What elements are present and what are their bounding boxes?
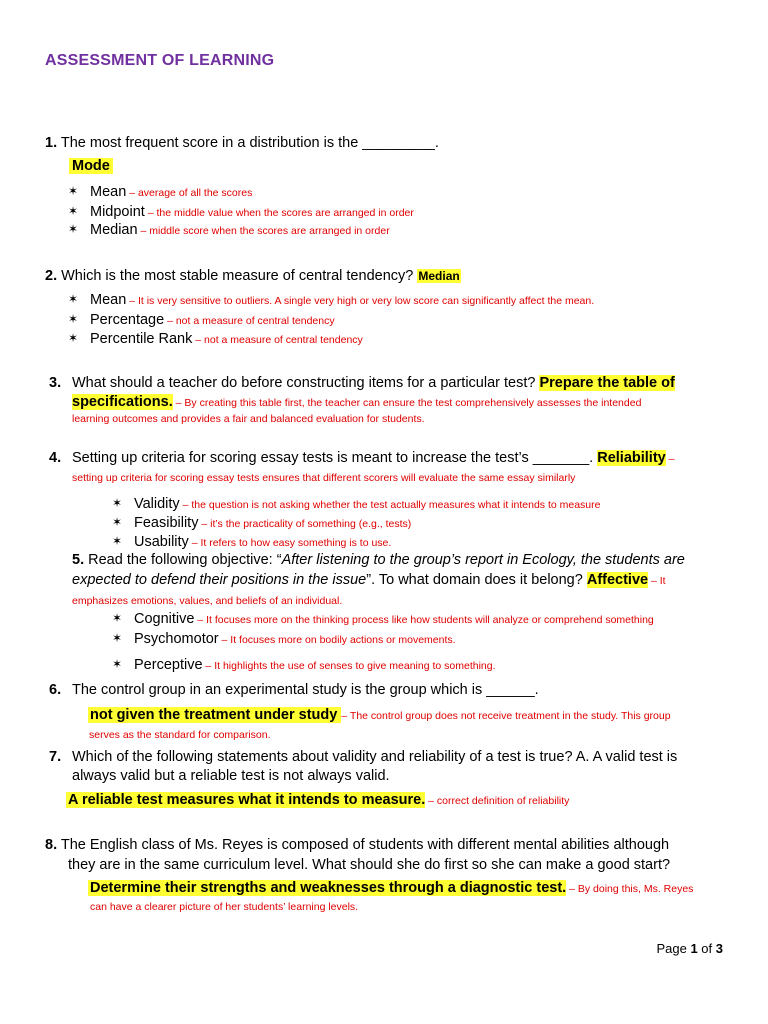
answer-highlight: Affective [586,572,649,588]
option-note: – the middle value when the scores are arranged in order [144,207,414,219]
objective-text: expected to defend their positions in the issue [72,572,367,588]
bullet-star-icon: ✶ [68,184,79,198]
question-number: 8. [45,837,58,853]
option-note: – middle score when the scores are arranged in order [137,225,390,237]
question-number: 1. [45,135,58,151]
option [112,609,654,629]
bullet-star-icon: ✶ [68,292,79,306]
option [68,182,252,202]
question-number: 4. [49,450,62,466]
question-number: 3. [49,375,62,391]
bullet-star-icon: ✶ [68,312,79,326]
question-2 [45,267,461,285]
option-note: – average of all the scores [126,187,253,199]
bullet-star-icon: ✶ [112,631,123,645]
question-text: The most frequent score in a distribution is the _________. [57,135,439,151]
page-label: Page [656,941,691,956]
option-label: Validity [134,496,180,512]
answer-note-dash: – [665,453,675,465]
option-note: – It refers to how easy something is to use. [188,537,392,549]
option-label: Usability [134,534,189,550]
option-note: – It focuses more on the thinking process like how students will analyze or comprehend something [194,614,654,626]
option-note: – not a measure of central tendency [192,334,363,346]
option [68,310,335,330]
option-label: Cognitive [134,611,195,627]
page-number: 1 [690,941,698,956]
question-4 [49,449,675,468]
answer-note-continued: serves as the standard for comparison. [89,729,271,741]
bullet-star-icon: ✶ [112,611,123,625]
option-label: Median [90,222,138,238]
answer-note: – The control group does not receive treatment in the study. This group [341,710,671,722]
question-text: The English class of Ms. Reyes is composed of students with different mental abilities although [57,837,670,853]
answer-highlight: Reliability [597,450,666,466]
option [112,655,496,675]
bullet-star-icon: ✶ [68,222,79,236]
option [112,532,391,552]
option-label: Percentage [90,312,165,328]
answer-7 [66,791,569,810]
question-text: Which is the most stable measure of central tendency? [57,268,418,284]
question-5-continued [72,571,666,590]
question-text-continued: they are in the same curriculum level. What should she do first so she can make a good start? [68,857,671,873]
option-note: – not a measure of central tendency [164,315,335,327]
question-6 [49,681,539,699]
answer-note: – correct definition of reliability [425,795,570,807]
question-number: 5. [72,552,85,568]
option-label: Perceptive [134,657,203,673]
answer-note: – By creating this table first, the teacher can ensure the test comprehensively assesses the intended [172,397,642,409]
option-note: – it’s the practicality of something (e.g., tests) [198,518,412,530]
option-label: Psychomotor [134,631,219,647]
option-note: – It focuses more on bodily actions or movements. [218,634,456,646]
option [68,202,414,222]
bullet-star-icon: ✶ [112,515,123,529]
answer-note-continued: emphasizes emotions, values, and beliefs of an individual. [72,595,343,607]
answer-highlight: Determine their strengths and weaknesses through a diagnostic test. [90,880,567,896]
question-text: Read the following objective: “ [84,552,282,568]
answer-note: – It [648,575,666,587]
option [112,513,411,533]
question-3 [49,374,675,392]
answer-note-continued: learning outcomes and provides a fair and balanced evaluation for students. [72,413,425,425]
answer-1 [69,157,113,175]
answer-8 [88,879,693,898]
question-number: 2. [45,268,58,284]
question-text-continued: always valid but a reliable test is not always valid. [72,768,390,784]
answer-highlight: Prepare the table of [539,375,675,391]
option-label: Mean [90,184,127,200]
question-text: ”. To what domain does it belong? [366,572,587,588]
question-7 [49,748,677,766]
option [112,629,456,649]
question-text: The control group in an experimental study is the group which is ______. [72,682,539,698]
answer-highlight: Median [418,269,460,283]
bullet-star-icon: ✶ [112,657,123,671]
of-label: of [697,941,716,956]
option-label: Percentile Rank [90,331,193,347]
bullet-star-icon: ✶ [68,331,79,345]
option-note: – It highlights the use of senses to give meaning to something. [202,660,496,672]
objective-text: After listening to the group’s report in Ecology, the students are [281,552,685,568]
bullet-star-icon: ✶ [68,204,79,218]
page-footer [656,941,723,956]
option [68,220,390,240]
page-total: 3 [715,941,723,956]
option-label: Feasibility [134,515,199,531]
option-label: Mean [90,292,127,308]
question-1 [45,134,439,152]
answer-highlight: specifications. [72,394,173,410]
answer-note-continued: can have a clearer picture of her students’ learning levels. [90,901,359,913]
answer-3-continued [72,393,641,412]
question-text: Setting up criteria for scoring essay tests is meant to increase the test’s _______. [72,450,598,466]
answer-note: – By doing this, Ms. Reyes [566,883,694,895]
option [112,494,601,514]
option-note: – It is very sensitive to outliers. A single very high or very low score can significantly affect the mean. [126,295,595,307]
option-note: – the question is not asking whether the test actually measures what it intends to measure [179,499,601,511]
answer-6 [88,706,671,725]
question-number: 6. [49,682,62,698]
option [68,290,594,310]
bullet-star-icon: ✶ [112,534,123,548]
answer-highlight: Mode [69,158,113,174]
question-8 [45,836,669,854]
answer-highlight: not given the treatment under study [90,707,342,723]
document-title: ASSESSMENT OF LEARNING [45,52,275,69]
question-text: Which of the following statements about validity and reliability of a test is true? A. A valid test is [72,749,678,765]
answer-note: setting up criteria for scoring essay tests ensures that different scorers will evaluate the same essay similarly [72,472,576,484]
answer-highlight: A reliable test measures what it intends to measure. [68,792,426,808]
question-text: What should a teacher do before constructing items for a particular test? [72,375,540,391]
option [68,329,363,349]
bullet-star-icon: ✶ [112,496,123,510]
option-label: Midpoint [90,204,145,220]
question-5 [72,551,685,569]
question-number: 7. [49,749,62,765]
